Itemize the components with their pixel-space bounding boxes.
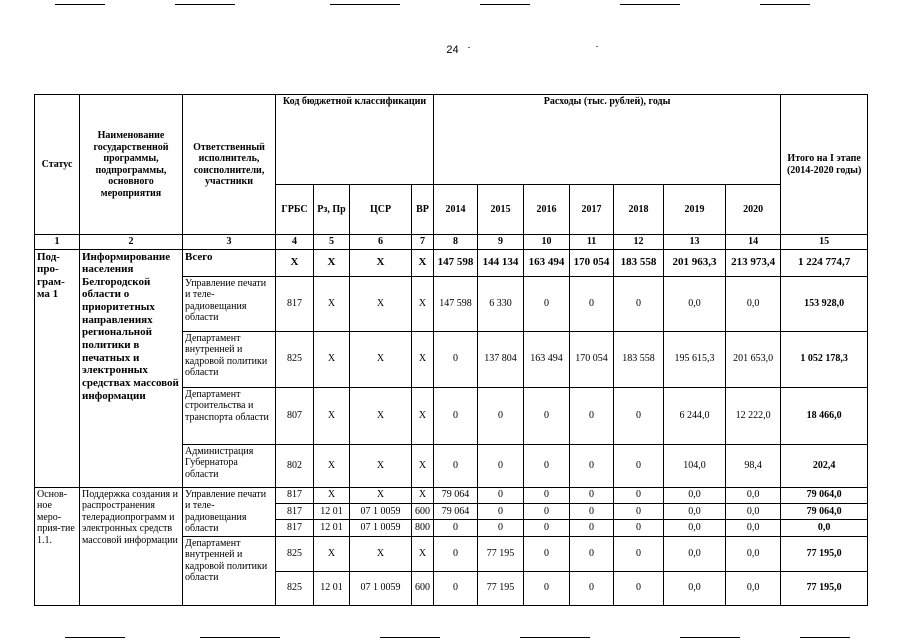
header-year: 2020: [726, 185, 781, 235]
rzpr-cell: Х: [314, 276, 350, 331]
column-number: 14: [726, 235, 781, 250]
grbs-cell: 817: [276, 520, 314, 536]
value-cell: 0: [614, 276, 664, 331]
value-cell: 6 244,0: [664, 387, 726, 444]
value-cell: 195 615,3: [664, 331, 726, 387]
csr-cell: Х: [350, 249, 412, 276]
value-cell: 0,0: [664, 276, 726, 331]
responsible-cell: Управление печати и теле-радиовещания области: [183, 276, 276, 331]
grbs-cell: 825: [276, 536, 314, 571]
value-cell: 0,0: [726, 571, 781, 605]
rzpr-cell: Х: [314, 444, 350, 487]
value-cell: 0: [614, 520, 664, 536]
header-year: 2016: [524, 185, 570, 235]
responsible-cell: Администрация Губернатора области: [183, 444, 276, 487]
rzpr-cell: Х: [314, 331, 350, 387]
csr-cell: Х: [350, 536, 412, 571]
csr-cell: 07 1 0059: [350, 571, 412, 605]
column-number: 2: [80, 235, 183, 250]
value-cell: 0: [478, 503, 524, 519]
rzpr-cell: Х: [314, 249, 350, 276]
value-cell: 0: [614, 387, 664, 444]
value-cell: 0: [570, 276, 614, 331]
value-cell: 0: [614, 503, 664, 519]
total-cell: 18 466,0: [781, 387, 868, 444]
value-cell: 77 195: [478, 571, 524, 605]
value-cell: 0: [524, 503, 570, 519]
total-cell: 79 064,0: [781, 487, 868, 503]
value-cell: 0: [570, 487, 614, 503]
column-number: 15: [781, 235, 868, 250]
responsible-cell: Департамент внутренней и кадровой политики области: [183, 331, 276, 387]
value-cell: 0: [434, 387, 478, 444]
column-number: 1: [35, 235, 80, 250]
program-name-cell: Поддержка создания и распространения телерадиопрограмм и электронных средств массовой информации: [80, 487, 183, 605]
column-number: 12: [614, 235, 664, 250]
header-year: 2017: [570, 185, 614, 235]
header-total: Итого на I этапе (2014-2020 годы): [781, 95, 868, 235]
table-row: [35, 249, 868, 276]
vr-cell: Х: [412, 444, 434, 487]
rzpr-cell: Х: [314, 387, 350, 444]
csr-cell: Х: [350, 387, 412, 444]
status-cell: Под-про-грам-ма 1: [35, 249, 80, 487]
value-cell: 147 598: [434, 249, 478, 276]
value-cell: 201 963,3: [664, 249, 726, 276]
header-responsible: Ответственный исполнитель, соисполнители, участники: [183, 95, 276, 235]
responsible-cell: Всего: [183, 249, 276, 276]
rzpr-cell: Х: [314, 487, 350, 503]
grbs-cell: 817: [276, 503, 314, 519]
column-number: 4: [276, 235, 314, 250]
responsible-cell: Департамент внутренней и кадровой политики области: [183, 536, 276, 605]
table-row: [35, 487, 868, 503]
value-cell: 0,0: [726, 520, 781, 536]
vr-cell: 800: [412, 520, 434, 536]
value-cell: 0,0: [726, 276, 781, 331]
value-cell: 0,0: [664, 520, 726, 536]
rzpr-cell: Х: [314, 536, 350, 571]
vr-cell: Х: [412, 536, 434, 571]
total-cell: 153 928,0: [781, 276, 868, 331]
header-name: Наименование государственной программы, подпрограммы, основного мероприятия: [80, 95, 183, 235]
value-cell: 0: [478, 387, 524, 444]
csr-cell: Х: [350, 276, 412, 331]
grbs-cell: 817: [276, 487, 314, 503]
value-cell: 163 494: [524, 331, 570, 387]
value-cell: 170 054: [570, 331, 614, 387]
value-cell: 0,0: [664, 536, 726, 571]
value-cell: 79 064: [434, 487, 478, 503]
vr-cell: Х: [412, 331, 434, 387]
csr-cell: Х: [350, 331, 412, 387]
value-cell: 0: [434, 571, 478, 605]
value-cell: 0: [614, 536, 664, 571]
grbs-cell: 817: [276, 276, 314, 331]
value-cell: 104,0: [664, 444, 726, 487]
value-cell: 201 653,0: [726, 331, 781, 387]
value-cell: 0: [524, 487, 570, 503]
total-cell: 77 195,0: [781, 571, 868, 605]
value-cell: 0,0: [726, 536, 781, 571]
value-cell: 6 330: [478, 276, 524, 331]
value-cell: 0: [570, 520, 614, 536]
column-number: 3: [183, 235, 276, 250]
total-cell: 0,0: [781, 520, 868, 536]
value-cell: 0,0: [664, 503, 726, 519]
csr-cell: Х: [350, 444, 412, 487]
value-cell: 0: [434, 520, 478, 536]
total-cell: 77 195,0: [781, 536, 868, 571]
header-csr: ЦСР: [350, 185, 412, 235]
column-number: 13: [664, 235, 726, 250]
header-expenses: Расходы (тыс. рублей), годы: [434, 95, 781, 185]
csr-cell: 07 1 0059: [350, 503, 412, 519]
value-cell: 98,4: [726, 444, 781, 487]
column-number: 7: [412, 235, 434, 250]
value-cell: 79 064: [434, 503, 478, 519]
column-number: 5: [314, 235, 350, 250]
vr-cell: Х: [412, 487, 434, 503]
value-cell: 0: [434, 331, 478, 387]
value-cell: 0: [570, 387, 614, 444]
column-number: 6: [350, 235, 412, 250]
page-number: 24: [446, 44, 459, 56]
value-cell: 77 195: [478, 536, 524, 571]
header-vr: ВР: [412, 185, 434, 235]
value-cell: 0: [478, 487, 524, 503]
total-cell: 79 064,0: [781, 503, 868, 519]
budget-table: [34, 94, 868, 606]
rzpr-cell: 12 01: [314, 503, 350, 519]
value-cell: 0: [434, 536, 478, 571]
responsible-cell: Управление печати и теле-радиовещания области: [183, 487, 276, 536]
header-budget-code: Код бюджетной классификации: [276, 95, 434, 185]
total-cell: 202,4: [781, 444, 868, 487]
value-cell: 0: [524, 571, 570, 605]
grbs-cell: 802: [276, 444, 314, 487]
csr-cell: Х: [350, 487, 412, 503]
header-status: Статус: [35, 95, 80, 235]
value-cell: 0,0: [726, 487, 781, 503]
value-cell: 144 134: [478, 249, 524, 276]
value-cell: 0,0: [664, 487, 726, 503]
grbs-cell: 825: [276, 571, 314, 605]
value-cell: 163 494: [524, 249, 570, 276]
value-cell: 0: [524, 536, 570, 571]
value-cell: 137 804: [478, 331, 524, 387]
value-cell: 0,0: [726, 503, 781, 519]
rzpr-cell: 12 01: [314, 571, 350, 605]
header-year: 2019: [664, 185, 726, 235]
header-grbs: ГРБС: [276, 185, 314, 235]
value-cell: 0: [614, 571, 664, 605]
rzpr-cell: 12 01: [314, 520, 350, 536]
value-cell: 0,0: [664, 571, 726, 605]
column-number: 10: [524, 235, 570, 250]
value-cell: 0: [614, 487, 664, 503]
value-cell: 0: [570, 571, 614, 605]
responsible-cell: Департамент строительства и транспорта области: [183, 387, 276, 444]
value-cell: 183 558: [614, 331, 664, 387]
value-cell: 0: [524, 276, 570, 331]
header-rzpr: Рз, Пр: [314, 185, 350, 235]
column-number-row: [35, 235, 868, 250]
header-year: 2018: [614, 185, 664, 235]
header-year: 2015: [478, 185, 524, 235]
value-cell: 0: [478, 444, 524, 487]
value-cell: 147 598: [434, 276, 478, 331]
vr-cell: 600: [412, 571, 434, 605]
header-year: 2014: [434, 185, 478, 235]
column-number: 11: [570, 235, 614, 250]
vr-cell: 600: [412, 503, 434, 519]
grbs-cell: 807: [276, 387, 314, 444]
value-cell: 213 973,4: [726, 249, 781, 276]
column-number: 8: [434, 235, 478, 250]
value-cell: 0: [570, 503, 614, 519]
value-cell: 0: [434, 444, 478, 487]
csr-cell: 07 1 0059: [350, 520, 412, 536]
column-number: 9: [478, 235, 524, 250]
total-cell: 1 052 178,3: [781, 331, 868, 387]
value-cell: 0: [614, 444, 664, 487]
vr-cell: Х: [412, 387, 434, 444]
value-cell: 183 558: [614, 249, 664, 276]
value-cell: 0: [570, 444, 614, 487]
value-cell: 0: [524, 520, 570, 536]
total-cell: 1 224 774,7: [781, 249, 868, 276]
grbs-cell: 825: [276, 331, 314, 387]
vr-cell: Х: [412, 276, 434, 331]
vr-cell: Х: [412, 249, 434, 276]
value-cell: 12 222,0: [726, 387, 781, 444]
value-cell: 170 054: [570, 249, 614, 276]
program-name-cell: Информирование населения Белгородской области о приоритетных направлениях региональной политики в печатных и электронных средствах массовой информации: [80, 249, 183, 487]
value-cell: 0: [570, 536, 614, 571]
grbs-cell: Х: [276, 249, 314, 276]
value-cell: 0: [524, 444, 570, 487]
value-cell: 0: [478, 520, 524, 536]
value-cell: 0: [524, 387, 570, 444]
status-cell: Основ-ное меро-прия-тие 1.1.: [35, 487, 80, 605]
